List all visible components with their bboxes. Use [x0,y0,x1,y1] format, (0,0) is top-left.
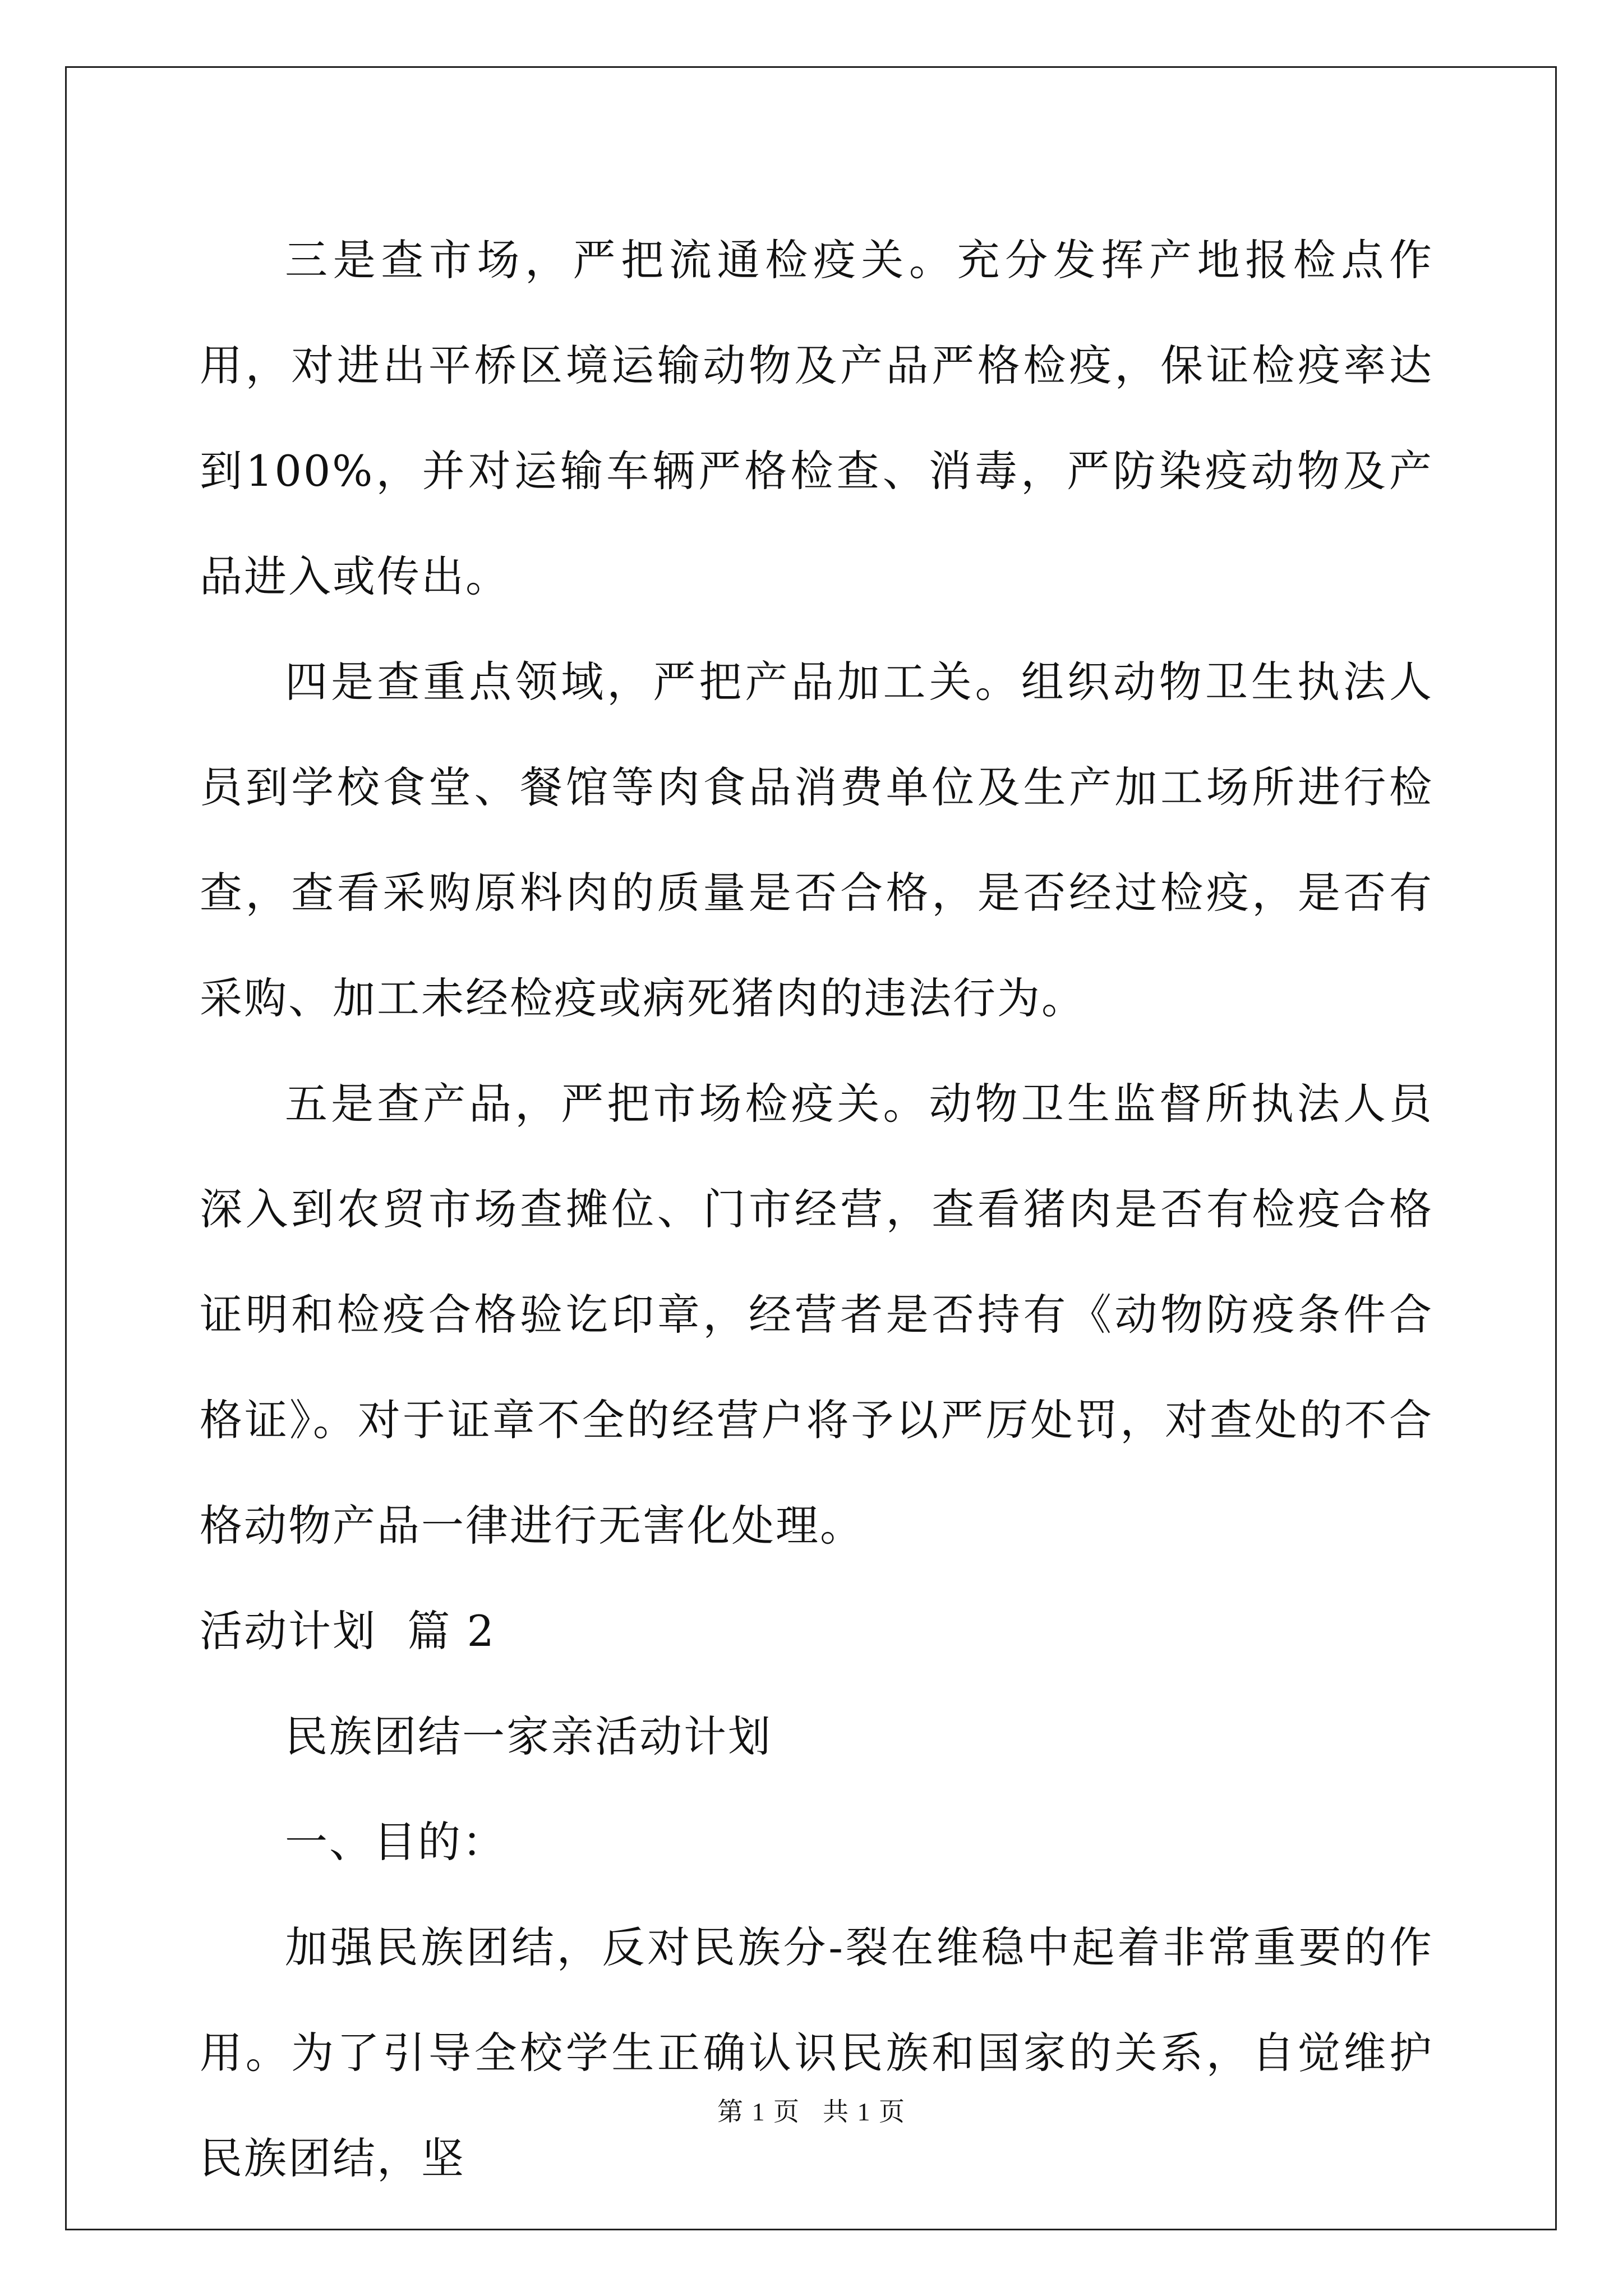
paragraph-key-areas: 四是查重点领域，严把产品加工关。组织动物卫生执法人员到学校食堂、餐馆等肉食品消费单位及生产加工场所进行检查，查看采购原料肉的质量是否合格，是否经过检疫，是否有采购、加工未经检疫或病死猪肉的违法行为。 [200,657,1433,1023]
page-number-current: 第 1 页 [717,2097,800,2126]
page-number-total: 共 1 页 [823,2097,906,2126]
document-body [200,208,1433,2211]
paragraph-purpose: 加强民族团结，反对民族分-裂在维稳中起着非常重要的作用。为了引导全校学生正确认识民族和国家的关系，自觉维护民族团结，坚 [200,1922,1433,2183]
paragraph-product-inspection: 五是查产品，严把市场检疫关。动物卫生监督所执法人员深入到农贸市场查摊位、门市经营，查看猪肉是否有检疫合格证明和检疫合格验讫印章，经营者是否持有《动物防疫条件合格证》。对于证章不全的经营户将予以严厉处罚，对查处的不合格动物产品一律进行无害化处理。 [200,1079,1433,1550]
plan-title: 民族团结一家亲活动计划 [285,1711,772,1761]
paragraph-market-inspection: 三是查市场，严把流通检疫关。充分发挥产地报检点作用，对进出平桥区境运输动物及产品严格检疫，保证检疫率达到100%，并对运输车辆严格检查、消毒，严防染疫动物及产品进入或传出。 [200,235,1433,601]
section-heading: 活动计划 篇 2 [200,1606,496,1656]
page-footer [0,2091,1623,2128]
item-heading-purpose: 一、目的： [285,1817,506,1867]
